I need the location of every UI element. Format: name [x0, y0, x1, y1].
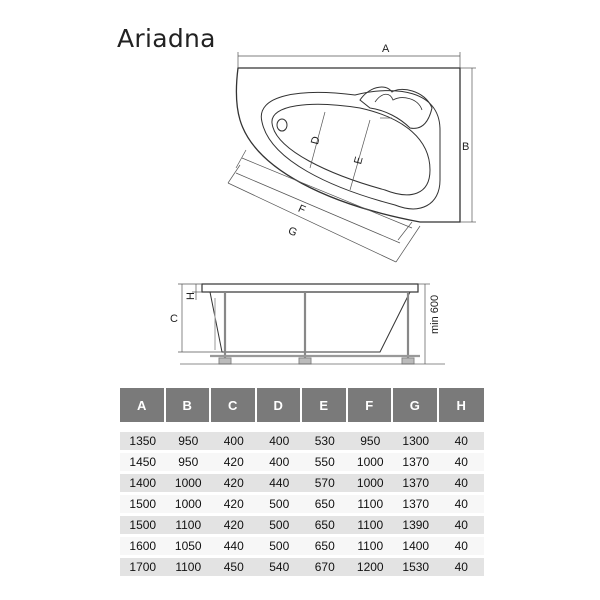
- cell: 440: [257, 474, 303, 495]
- cell: 420: [211, 495, 257, 516]
- cell: 550: [302, 453, 348, 474]
- cell: 1300: [393, 432, 439, 453]
- cell: 500: [257, 495, 303, 516]
- cell: 670: [302, 558, 348, 579]
- cell: 1200: [348, 558, 394, 579]
- cell: 40: [439, 474, 485, 495]
- cell: 400: [211, 432, 257, 453]
- table-row: [120, 432, 484, 453]
- cell: 40: [439, 432, 485, 453]
- column-header-d: D: [257, 388, 303, 422]
- table-row: [120, 516, 484, 537]
- table-row: [120, 537, 484, 558]
- cell: 1500: [120, 516, 166, 537]
- cell: 1390: [393, 516, 439, 537]
- label-d: D: [309, 135, 323, 146]
- cell: 40: [439, 537, 485, 558]
- cell: 40: [439, 453, 485, 474]
- cell: 1100: [348, 495, 394, 516]
- cell: 1450: [120, 453, 166, 474]
- table-row: [120, 558, 484, 579]
- seat-inner: [375, 94, 422, 110]
- column-header-c: C: [211, 388, 257, 422]
- column-header-h: H: [439, 388, 485, 422]
- cell: 1100: [348, 516, 394, 537]
- basin-inner: [272, 104, 430, 195]
- column-header-e: E: [302, 388, 348, 422]
- cell: 420: [211, 474, 257, 495]
- label-a: A: [382, 43, 390, 55]
- dimensions-table: [120, 388, 484, 579]
- cell: 420: [211, 453, 257, 474]
- cell: 650: [302, 537, 348, 558]
- cell: 1530: [393, 558, 439, 579]
- basin-rim: [261, 91, 440, 209]
- cell: 1100: [166, 558, 212, 579]
- column-header-b: B: [166, 388, 212, 422]
- cell: 950: [166, 453, 212, 474]
- label-min-600: min 600: [429, 294, 441, 334]
- cell: 1050: [166, 537, 212, 558]
- cell: 1400: [120, 474, 166, 495]
- cell: 950: [348, 432, 394, 453]
- cell: 450: [211, 558, 257, 579]
- product-title: Ariadna: [117, 24, 216, 53]
- bathtub-body: [210, 292, 410, 352]
- cell: 40: [439, 558, 485, 579]
- cell: 1700: [120, 558, 166, 579]
- cell: 400: [257, 432, 303, 453]
- cell: 1000: [348, 474, 394, 495]
- cell: 440: [211, 537, 257, 558]
- cell: 40: [439, 495, 485, 516]
- column-header-f: F: [348, 388, 394, 422]
- cell: 400: [257, 453, 303, 474]
- cell: 1400: [393, 537, 439, 558]
- cell: 1600: [120, 537, 166, 558]
- bathtub-outline: [236, 68, 460, 222]
- cell: 540: [257, 558, 303, 579]
- cell: 1370: [393, 495, 439, 516]
- top-view: [228, 52, 476, 262]
- label-h: H: [185, 292, 197, 300]
- cell: 950: [166, 432, 212, 453]
- cell: 1350: [120, 432, 166, 453]
- cell: 1100: [348, 537, 394, 558]
- table-row: [120, 474, 484, 495]
- cell: 1370: [393, 453, 439, 474]
- table-row: [120, 495, 484, 516]
- label-e: E: [352, 155, 366, 166]
- label-c: C: [170, 313, 178, 325]
- cell: 40: [439, 516, 485, 537]
- cell: 500: [257, 516, 303, 537]
- column-header-g: G: [393, 388, 439, 422]
- side-view: [178, 284, 445, 364]
- label-b: B: [462, 141, 470, 153]
- cell: 570: [302, 474, 348, 495]
- label-g: G: [286, 224, 299, 240]
- table-row: [120, 453, 484, 474]
- table-header-row: [120, 388, 484, 422]
- label-f: F: [296, 202, 308, 217]
- bathtub-rim: [202, 284, 418, 292]
- cell: 420: [211, 516, 257, 537]
- cell: 1000: [166, 495, 212, 516]
- cell: 1370: [393, 474, 439, 495]
- cell: 1000: [166, 474, 212, 495]
- cell: 1100: [166, 516, 212, 537]
- column-header-a: A: [120, 388, 166, 422]
- drain-circle: [277, 119, 287, 131]
- cell: 1000: [348, 453, 394, 474]
- cell: 650: [302, 516, 348, 537]
- cell: 530: [302, 432, 348, 453]
- cell: 650: [302, 495, 348, 516]
- cell: 1500: [120, 495, 166, 516]
- cell: 500: [257, 537, 303, 558]
